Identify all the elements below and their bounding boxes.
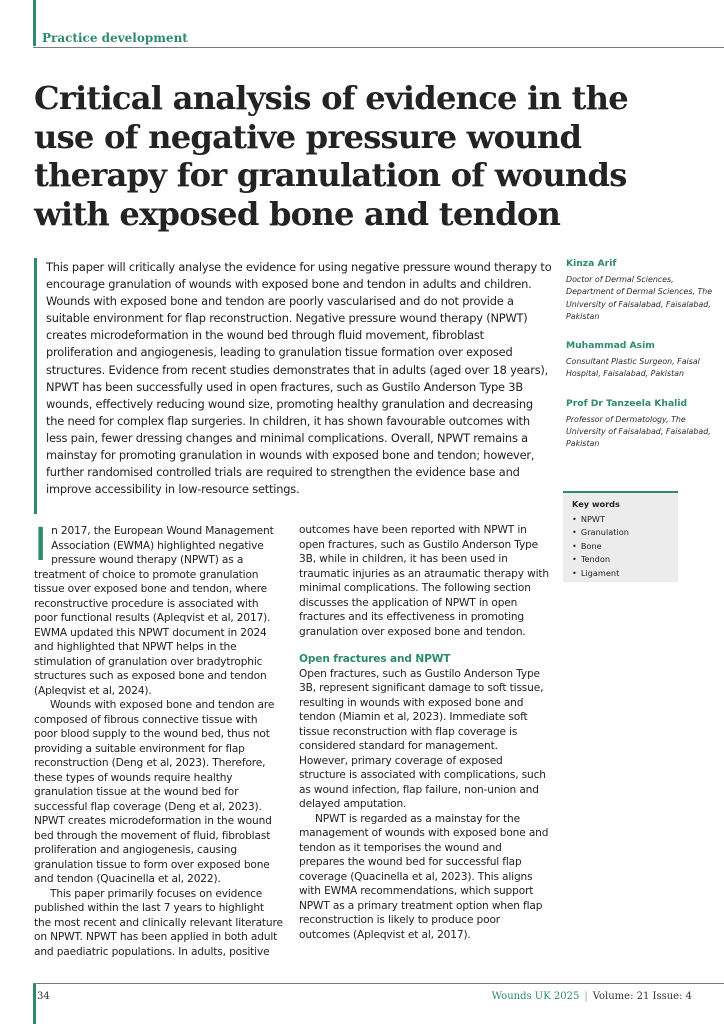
header-divider [33, 47, 724, 48]
keywords-title: Key words [572, 499, 620, 509]
drop-cap: I [34, 518, 48, 571]
abstract-accent-bar [34, 258, 37, 514]
author-affiliation: Professor of Dermatology, The University of Faisalabad, Faisalabad, Pakistan [566, 414, 711, 449]
page-number: 34 [37, 991, 50, 1002]
keyword-item: • Granulation [572, 526, 678, 539]
volume-issue: Volume: 21 Issue: 4 [592, 991, 692, 1002]
author-affiliation: Consultant Plastic Surgeon, Faisal Hospital, Faisalabad, Pakistan [566, 357, 700, 379]
footer-accent-bar [33, 984, 36, 1024]
keyword-item: • Bone [572, 540, 678, 553]
author-entry [566, 258, 716, 323]
section-heading: Open fractures and NPWT [299, 653, 451, 665]
keyword-item: • Ligament [572, 567, 678, 580]
body-paragraph: outcomes have been reported with NPWT in open fractures, such as Gustilo Anderson Type 3B, while in children, it has been used in traumatic injuries as an atraumatic therapy with minimal complications. The following section discusses the application of NPWT in open fractures and its effectiveness in promoting granulation over exposed bone and tendon. [299, 524, 549, 638]
body-column-right [299, 523, 549, 942]
body-paragraph: Wounds with exposed bone and tendon are composed of fibrous connective tissue with poor blood supply to the wound bed, thus not providing a suitable environment for flap reconstruction (Deng et al, 2023). Therefore, these types of wounds require healthy granulation tissue at the wound bed for successful flap coverage (Deng et al, 2023). NPWT creates microdeformation in the wound bed through the movement of fluid, fibroblast proliferation and angiogenesis, causing granulation tissue to form over exposed bone and tendon (Quacinella et al, 2022). [34, 699, 275, 885]
body-paragraph: Open fractures, such as Gustilo Anderson Type 3B, represent significant damage to soft tissue, resulting in wounds with exposed bone and tendon (Miamin et al, 2023). Immediate soft tissue reconstruction with flap coverage is considered standard for management. However, primary coverage of exposed structure is associated with complications, such as wound infection, flap failure, non-union and delayed amputation. [299, 667, 546, 810]
section-label: Practice development [42, 31, 188, 45]
keyword-item: • NPWT [572, 513, 678, 526]
footer-separator: | [584, 991, 588, 1002]
section-accent-bar [33, 0, 36, 46]
keywords-box [563, 491, 678, 582]
footer-divider [33, 983, 724, 984]
body-column-left [34, 518, 284, 959]
author-name: Kinza Arif [566, 258, 617, 269]
body-paragraph: n 2017, the European Wound Management Association (EWMA) highlighted negative pressure wound therapy (NPWT) as a treatment of choice to promote granulation tissue over exposed bone and tendon, where reconstructive procedure is associated with poor functional results (Apleqvist et al, 2017). EWMA updated this NPWT document in 2024 and highlighted that NPWT helps in the stimulation of granulation over bradytrophic structures such as exposed bone and tendon (Apleqvist et al, 2024). [34, 525, 274, 697]
author-entry [566, 340, 716, 381]
article-title: Critical analysis of evidence in the use of negative pressure wound therapy for granulation of wounds with exposed bone and tendon [34, 79, 628, 233]
body-paragraph: This paper primarily focuses on evidence published within the last 7 years to highlight the most recent and clinically relevant literature on NPWT. NPWT has been applied in both adult and paediatric populations. In adults, positive [34, 887, 283, 958]
body-paragraph: NPWT is regarded as a mainstay for the management of wounds with exposed bone and tendon as it temporises the wound and prepares the wound bed for successful flap coverage (Quacinella et al, 2023). This aligns with EWMA recommendations, which support NPWT as a primary treatment option when flap reconstruction is likely to produce poor outcomes (Apleqvist et al, 2017). [299, 812, 549, 941]
author-entry [566, 398, 716, 451]
keyword-item: • Tendon [572, 553, 678, 566]
author-affiliation: Doctor of Dermal Sciences, Department of Dermal Sciences, The University of Faisalabad, Faisalabad, Pakistan [566, 275, 713, 321]
author-list [566, 258, 716, 468]
keywords-list [572, 513, 678, 580]
journal-info [492, 991, 692, 1002]
author-name: Muhammad Asim [566, 340, 655, 352]
abstract: This paper will critically analyse the evidence for using negative pressure wound therapy to encourage granulation of wounds with exposed bone and tendon in adults and children. Wounds with exposed bone and tendon are poorly vascularised and do not provide a suitable environment for flap reconstruction. Negative pressure wound therapy (NPWT) creates microdeformation in the wound bed through fluid movement, fibroblast proliferation and angiogenesis, leading to granulation tissue formation over exposed structures. Evidence from recent studies demonstrates that in adults (aged over 18 years), NPWT has been successfully used in open fractures, such as Gustilo Anderson Type 3B wounds, effectively reducing wound size, promoting healthy granulation and decreasing the need for complex flap surgeries. In children, it has shown favourable outcomes with less pain, fewer dressing changes and minimal complications. Overall, NPWT remains a mainstay for promoting granulation in wounds with exposed bone and tendon; however, further randomised controlled trials are required to strengthen the evidence base and improve accessibility in low-resource settings. [46, 260, 552, 497]
author-name: Prof Dr Tanzeela Khalid [566, 397, 688, 409]
journal-name: Wounds UK 2025 [491, 991, 580, 1002]
